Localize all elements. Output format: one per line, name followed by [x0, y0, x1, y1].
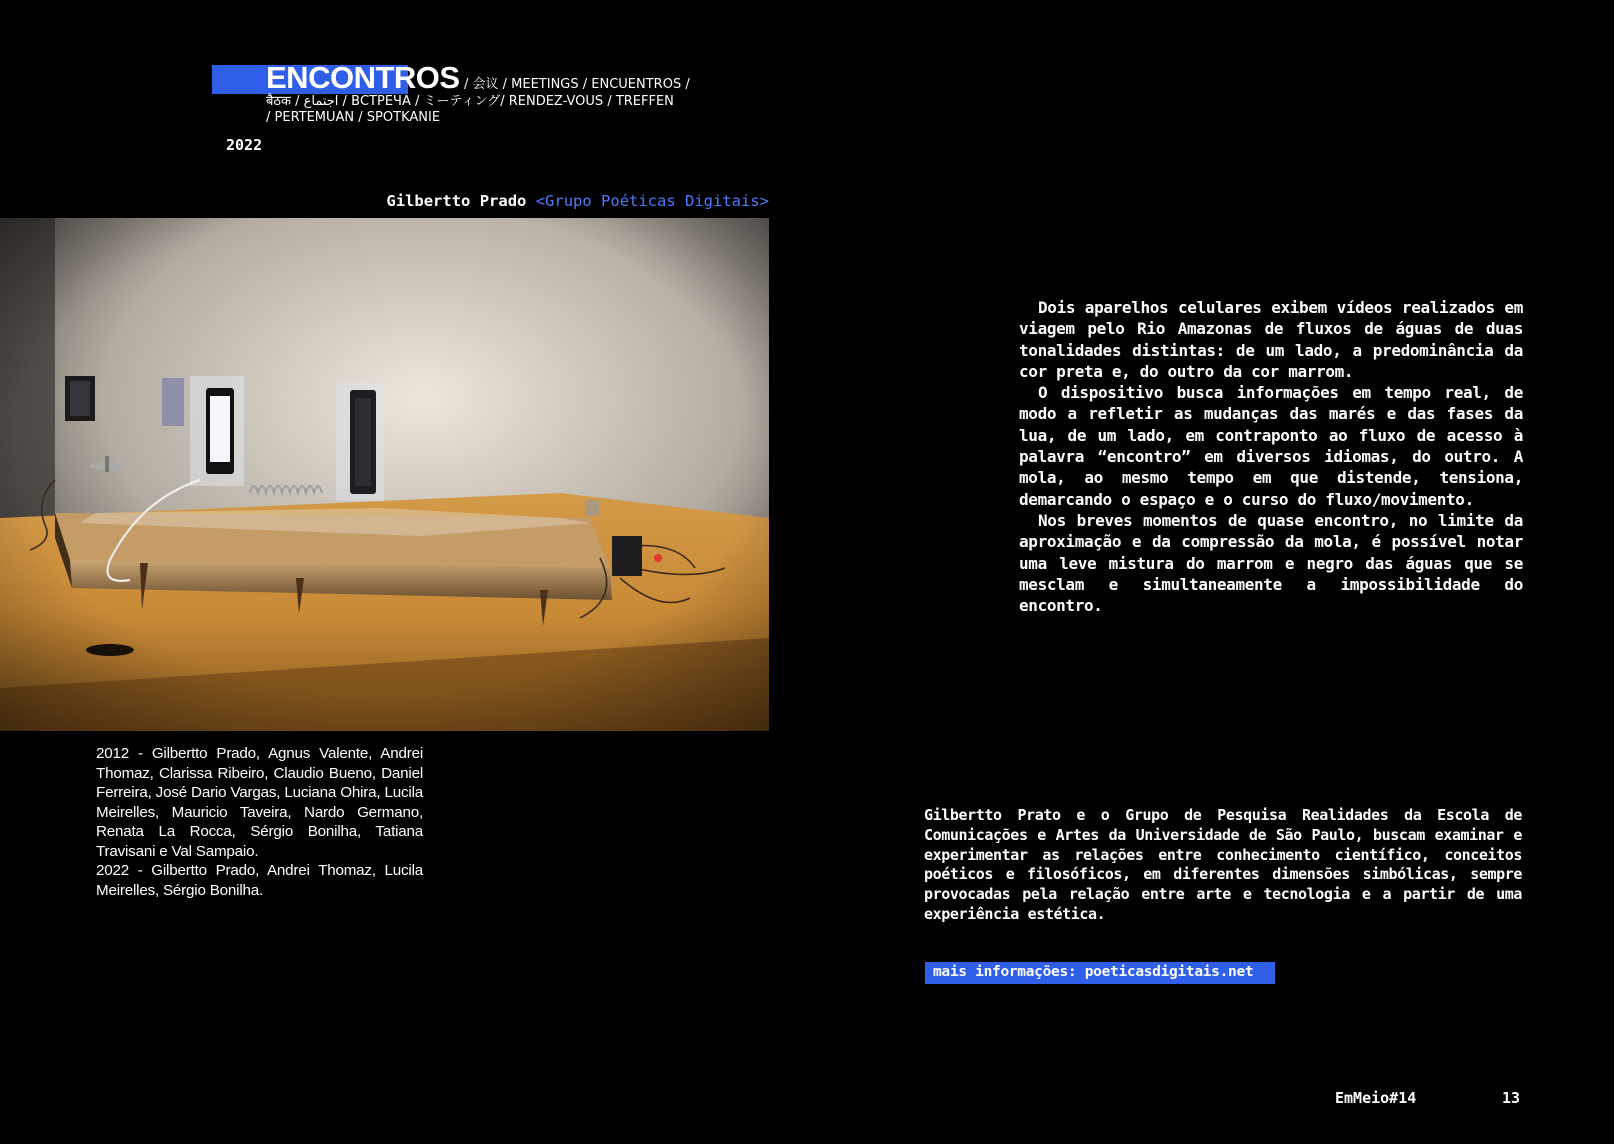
author-name: Gilbertto Prado — [386, 192, 527, 210]
author-line — [386, 192, 769, 210]
magazine-name: EmMeio#14 — [1335, 1089, 1417, 1107]
about-group: Gilbertto Prato e o Grupo de Pesquisa Realidades da Escola de Comunicações e Artes da Universidade de São Paulo, buscam examinar e experimentar as relações entre conhecimento científico, conceitos poéticos e filosóficos, em diferentes dimensões simbólicas, sempre provocadas pela relação entre arte e tecnologia e a partir de uma experiência estética. — [924, 806, 1522, 923]
description — [1019, 297, 1523, 616]
language-line-2: बैठक / اجتماع / ВСТРЕЧА / ミーティング/ RENDEZ-VOUS / TREFFEN — [266, 93, 674, 109]
group-link[interactable]: <Grupo Poéticas Digitais> — [535, 192, 769, 210]
page-title: ENCONTROS — [266, 60, 460, 95]
language-line-1: / 会议 / MEETINGS / ENCUENTROS / — [464, 77, 690, 92]
page-number: 13 — [1502, 1089, 1521, 1107]
language-list — [266, 77, 706, 127]
year: 2022 — [226, 136, 263, 154]
credits-2012: 2012 - Gilbertto Prado, Agnus Valente, Andrei Thomaz, Clarissa Ribeiro, Claudio Bueno, Daniel Ferreira, José Dario Vargas, Luciana Ohira, Lucila Meirelles, Mauricio Taveira, Nardo Germano, Renata La Rocca, Sérgio Bonilha, Tatiana Travisani e Val Sampaio. — [96, 745, 423, 860]
language-line-3: / PERTEMUAN / SPOTKANIE — [266, 110, 441, 125]
installation-photo — [0, 218, 769, 731]
description-paragraph-1: Dois aparelhos celulares exibem vídeos realizados em viagem pelo Rio Amazonas de fluxos de águas de duas tonalidades distintas: de um lado, a predominância da cor preta e, do outro da cor marrom. — [1019, 298, 1523, 381]
more-info-link[interactable] — [925, 962, 1275, 984]
more-info-label[interactable]: mais informações: poeticasdigitais.net — [933, 964, 1254, 980]
description-paragraph-2: O dispositivo busca informações em tempo real, de modo a refletir as mudanças das marés e das fases da lua, de um lado, em contraponto ao fluxo de acesso à palavra “encontro” em diversos idiomas, do outro. A mola, ao mesmo tempo em que distende, tensiona, demarcando o espaço e o curso do fluxo/movimento. — [1019, 383, 1523, 509]
credits-2022: 2022 - Gilbertto Prado, Andrei Thomaz, Lucila Meirelles, Sérgio Bonilha. — [96, 862, 423, 899]
credits — [96, 744, 423, 900]
description-paragraph-3: Nos breves momentos de quase encontro, no limite da aproximação e da compressão da mola, é possível notar uma leve mistura do marrom e negro das águas que se mesclam e simultaneamente a impossibilidade do encontro. — [1019, 510, 1523, 616]
